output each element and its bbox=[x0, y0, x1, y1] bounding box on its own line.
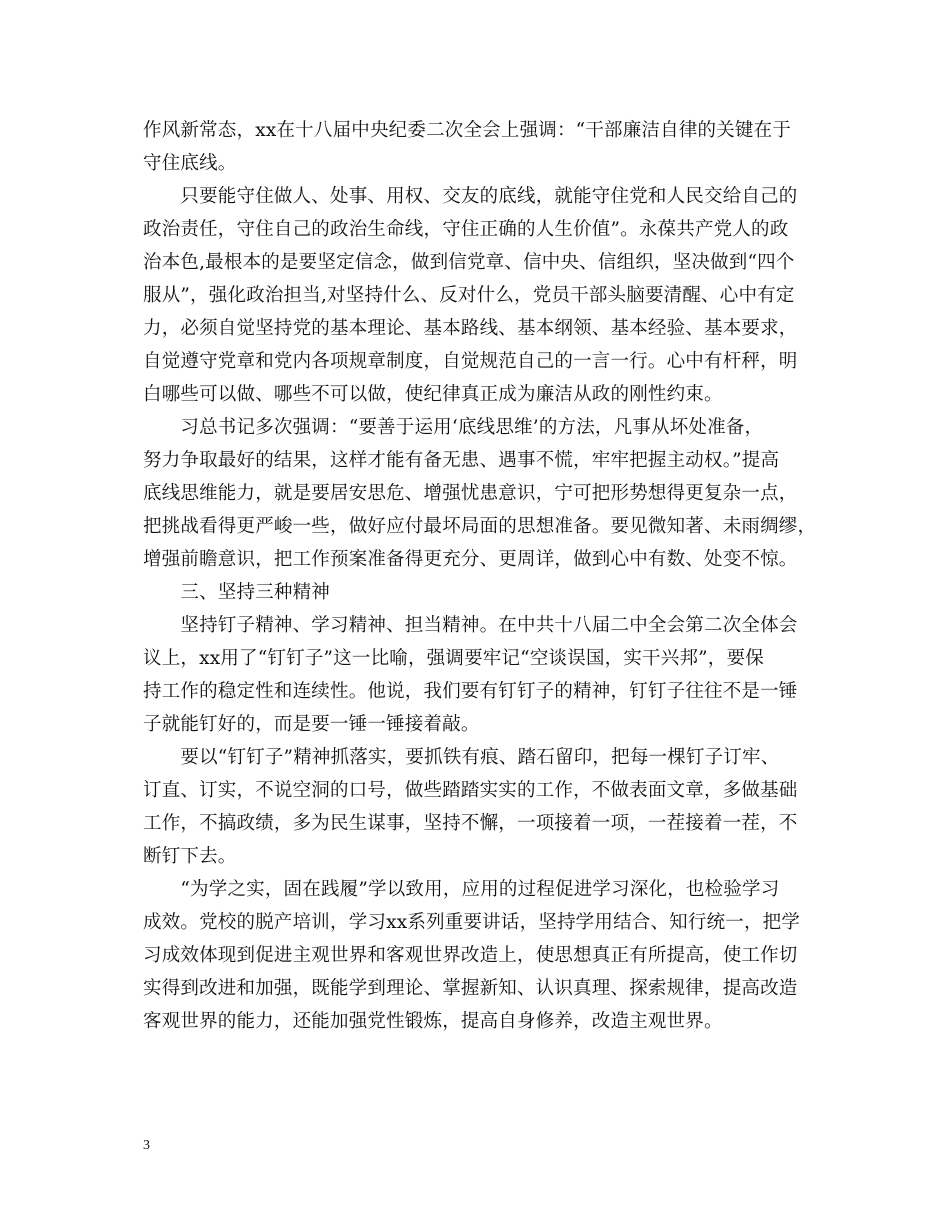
text-line: 客观世界的能力，还能加强党性锻炼，提高自身修养，改造主观世界。 bbox=[143, 1011, 723, 1032]
text-line: 政治责任，守住自己的政治生命线，守住正确的人生价值”。永葆共产党人的政 bbox=[143, 219, 789, 240]
text-line: 订直、订实，不说空洞的口号，做些踏踏实实的工作，不做表面文章，多做基础 bbox=[143, 780, 798, 801]
text-line: 议上，xx用了“钉钉子”这一比喻，强调要牢记“空谈误国，实干兴邦”，要保 bbox=[143, 648, 764, 669]
text-line: 三、坚持三种精神 bbox=[143, 582, 331, 603]
text-line: 白哪些可以做、哪些不可以做，使纪律真正成为廉洁从政的刚性约束。 bbox=[143, 384, 723, 405]
text-line: 习总书记多次强调：“要善于运用‘底线思维’的方法，凡事从坏处准备， bbox=[143, 417, 764, 438]
text-line: 要以“钉钉子”精神抓落实，要抓铁有痕、踏石留印，把每一棵钉子订牢、 bbox=[143, 747, 780, 768]
text-line: 坚持钉子精神、学习精神、担当精神。在中共十八届二中全会第二次全体会 bbox=[143, 615, 798, 636]
page-number: 3 bbox=[143, 1138, 150, 1153]
document-body bbox=[143, 114, 843, 1038]
text-line: 增强前瞻意识，把工作预案准备得更充分、更周详，做到心中有数、处变不惊。 bbox=[143, 549, 798, 570]
text-line: 力，必须自觉坚持党的基本理论、基本路线、基本纲领、基本经验、基本要求， bbox=[143, 318, 798, 339]
text-line: 子就能钉好的，而是要一锤一锤接着敲。 bbox=[143, 714, 480, 735]
text-line: 守住底线。 bbox=[143, 153, 237, 174]
text-line: 努力争取最好的结果，这样才能有备无患、遇事不慌，牢牢把握主动权。”提高 bbox=[143, 450, 780, 471]
text-line: 成效。党校的脱产培训，学习xx系列重要讲话，坚持学用结合、知行统一，把学 bbox=[143, 912, 801, 933]
text-line: 工作，不搞政绩，多为民生谋事，坚持不懈，一项接着一项，一茬接着一茬，不 bbox=[143, 813, 798, 834]
text-line: 持工作的稳定性和连续性。他说，我们要有钉钉子的精神，钉钉子往往不是一锤 bbox=[143, 681, 798, 702]
text-line: “为学之实，固在践履”学以致用，应用的过程促进学习深化，也检验学习 bbox=[143, 879, 780, 900]
text-line: 治本色,最根本的是要坚定信念，做到信党章、信中央、信组织，坚决做到“四个 bbox=[143, 252, 795, 273]
text-line: 服从”，强化政治担当,对坚持什么、反对什么，党员干部头脑要清醒、心中有定 bbox=[143, 285, 795, 306]
text-line: 实得到改进和加强，既能学到理论、掌握新知、认识真理、探索规律，提高改造 bbox=[143, 978, 798, 999]
text-line: 作风新常态，xx在十八届中央纪委二次全会上强调：“干部廉洁自律的关键在于 bbox=[143, 120, 792, 141]
text-line: 习成效体现到促进主观世界和客观世界改造上，使思想真正有所提高，使工作切 bbox=[143, 945, 798, 966]
text-line: 只要能守住做人、处事、用权、交友的底线，就能守住党和人民交给自己的 bbox=[143, 186, 798, 207]
text-line: 底线思维能力，就是要居安思危、增强忧患意识，宁可把形势想得更复杂一点， bbox=[143, 483, 798, 504]
text-line: 断钉下去。 bbox=[143, 846, 237, 867]
text-line: 把挑战看得更严峻一些，做好应付最坏局面的思想准备。要见微知著、未雨绸缪， bbox=[143, 516, 817, 537]
text-line: 自觉遵守党章和党内各项规章制度，自觉规范自己的一言一行。心中有杆秤，明 bbox=[143, 351, 798, 372]
